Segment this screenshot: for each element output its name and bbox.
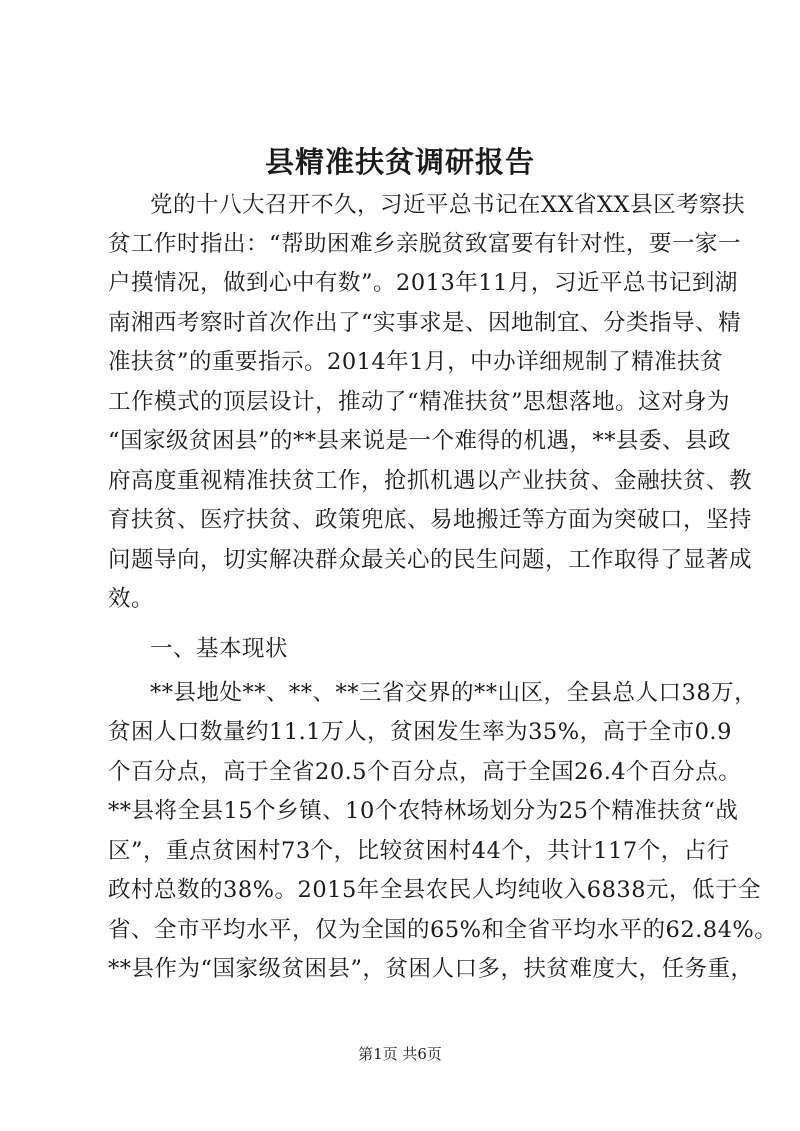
paragraph-line: 南湘西考察时首次作出了“实事求是、因地制宜、分类指导、精 <box>108 310 742 336</box>
paragraph-line: 省、全市平均水平，仅为全国的65%和全省平均水平的62.84%。 <box>108 917 778 943</box>
paragraph-line: **县地处**、**、**三省交界的**山区，全县总人口38万， <box>150 680 758 706</box>
paragraph-line: 育扶贫、医疗扶贫、政策兜底、易地搬迁等方面为突破口，坚持 <box>108 507 753 533</box>
paragraph-line: 准扶贫”的重要指示。2014年1月，中办详细规制了精准扶贫 <box>108 349 724 375</box>
paragraph-line: 府高度重视精准扶贫工作，抢抓机遇以产业扶贫、金融扶贫、教 <box>108 468 753 494</box>
paragraph-line: 党的十八大召开不久，习近平总书记在XX省XX县区考察扶 <box>150 192 746 218</box>
paragraph-line: 贫困人口数量约11.1万人，贫困发生率为35%，高于全市0.9 <box>108 719 732 745</box>
paragraph-line: 户摸情况，做到心中有数”。2013年11月，习近平总书记到湖 <box>108 270 738 296</box>
paragraph-line: 问题导向，切实解决群众最关心的民生问题，工作取得了显著成 <box>108 547 753 573</box>
paragraph-line: “国家级贫困县”的**县来说是一个难得的机遇，**县委、县政 <box>108 428 732 454</box>
paragraph-line: 个百分点，高于全省20.5个百分点，高于全国26.4个百分点。 <box>108 759 742 785</box>
paragraph-line: **县将全县15个乡镇、10个农特林场划分为25个精准扶贫“战 <box>108 798 739 824</box>
section-heading: 一、基本现状 <box>150 636 289 662</box>
paragraph-line: 效。 <box>108 586 155 612</box>
document-title: 县精准扶贫调研报告 <box>264 145 535 179</box>
paragraph-line: **县作为“国家级贫困县”，贫困人口多，扶贫难度大，任务重， <box>108 956 754 982</box>
page-footer: 第1页 共6页 <box>358 1045 442 1063</box>
paragraph-line: 工作模式的顶层设计，推动了“精准扶贫”思想落地。这对身为 <box>108 389 731 415</box>
paragraph-line: 贫工作时指出：“帮助困难乡亲脱贫致富要有针对性，要一家一 <box>108 231 742 257</box>
paragraph-line: 政村总数的38%。2015年全县农民人均纯收入6838元，低于全 <box>108 877 762 903</box>
paragraph-line: 区”，重点贫困村73个，比较贫困村44个，共计117个，占行 <box>108 838 730 864</box>
